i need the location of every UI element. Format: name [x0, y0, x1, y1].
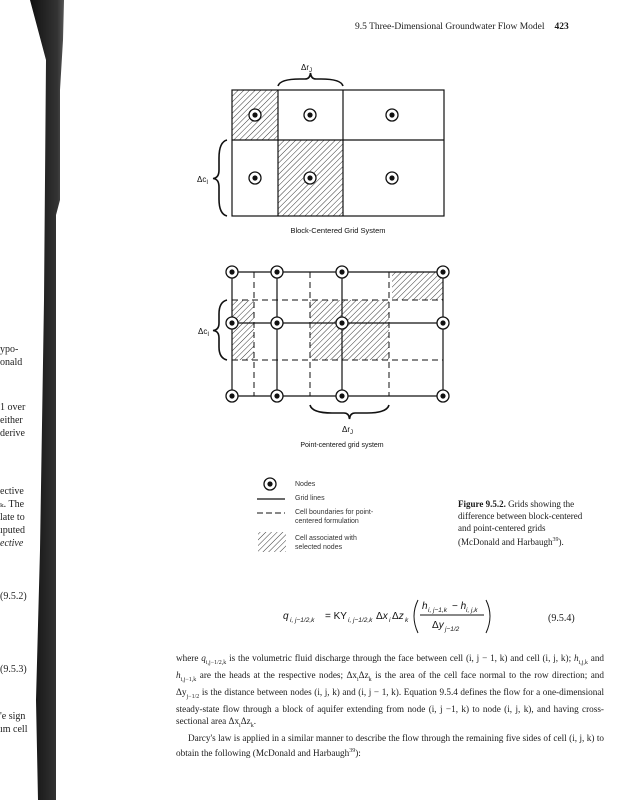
- node-icon: [264, 478, 276, 490]
- delta-r-label-bottom: $\Delta r_J$: [342, 425, 354, 436]
- svg-text:q: q: [283, 611, 289, 622]
- node-icon: [336, 266, 348, 278]
- node-icon: [226, 266, 238, 278]
- node-icon: [271, 390, 283, 402]
- node-icon: [386, 172, 398, 184]
- point-centered-grid: [213, 266, 449, 419]
- svg-text:i, j−1/2,k: i, j−1/2,k: [348, 617, 373, 624]
- margin-fragment: late to: [0, 512, 25, 523]
- svg-text:h: h: [422, 601, 428, 612]
- margin-fragment: ypo-: [0, 344, 19, 355]
- legend-cell-boundaries-label: Cell boundaries for point- centered formulation: [295, 509, 374, 525]
- margin-fragment: 1 over: [0, 402, 26, 413]
- svg-text:j−1/2: j−1/2: [445, 626, 460, 633]
- node-icon: [226, 317, 238, 329]
- equation-number: (9.5.4): [548, 613, 575, 624]
- paragraph-darcy: Darcy's law is applied in a similar manner to describe the flow through the remaining five sides of cell (i, j, k) to obtain the following (McDonald and Harbaugh$^{39}$):: [176, 733, 604, 758]
- margin-fragment: onald: [0, 357, 23, 368]
- section-title: 9.5 Three-Dimensional Groundwater Flow Model: [355, 22, 545, 32]
- svg-text:i: i: [389, 617, 391, 624]
- hatched-cell: [392, 272, 443, 300]
- node-icon: [437, 390, 449, 402]
- node-icon: [271, 317, 283, 329]
- legend-grid-lines-label: Grid lines: [295, 495, 325, 502]
- margin-fragment: (9.5.3): [0, 664, 27, 675]
- margin-fragment: ective: [0, 486, 24, 497]
- legend-nodes-label: Nodes: [295, 481, 316, 488]
- margin-fragment: ₖ. The: [0, 499, 25, 510]
- node-icon: [386, 109, 398, 121]
- brace-left-point: [213, 300, 227, 360]
- brace-top: [278, 73, 343, 86]
- node-icon: [249, 109, 261, 121]
- paragraph-where: where $q_{i,j-1/2,k}$ is the volumetric fluid discharge through the face between cell (i, j − 1, k) and cell (i, j, k); $h_{i,j,k}$ and $h_{i,j-1,k}$ are the heads at the respective nodes; $\Delta x_i\Delta z_k$ is the area of the cell face normal to the row direction; and $\Delta y_{j-1/2}$ is the distance between nodes (i, j, k) and (i, j − 1, k). Equation 9.5.4 defines the flow for a one-dimensional steady-state flow through a block of aquifer extending from node (i, j −1, k) to node (i, j, k), and having cross-sectional area $\Delta x_i\Delta z_k$.: [176, 653, 605, 730]
- hatched-cell: [310, 300, 389, 360]
- node-icon: [304, 109, 316, 121]
- node-icon: [304, 172, 316, 184]
- point-centered-caption: Point-centered grid system: [300, 442, 384, 449]
- delta-c-label-bottom: $\Delta c_I$: [198, 327, 210, 338]
- delta-c-label-top: $\Delta c_I$: [197, 175, 209, 186]
- page-number: 423: [554, 22, 569, 32]
- figure-caption: Figure 9.5.2. Grids showing the difference between block-centered and point-centered grids (McDonald and Harbaugh$^{39}$).: [458, 499, 583, 547]
- margin-fragment: derive: [0, 428, 25, 439]
- hatch-swatch: [258, 532, 286, 552]
- svg-text:i, j−1/2,k: i, j−1/2,k: [290, 617, 315, 624]
- margin-fragment: ective: [0, 538, 24, 549]
- svg-text:k: k: [405, 617, 409, 624]
- svg-text:− h: − h: [452, 601, 467, 612]
- legend: [257, 478, 286, 552]
- node-icon: [437, 317, 449, 329]
- svg-text:i, j−1,k: i, j−1,k: [428, 607, 447, 614]
- margin-fragment: (9.5.2): [0, 591, 27, 602]
- node-icon: [336, 317, 348, 329]
- block-centered-grid: [213, 73, 444, 216]
- margin-fragment: either: [0, 415, 23, 426]
- margin-fragment: ıputed: [0, 525, 25, 536]
- svg-text:Δz: Δz: [392, 611, 404, 622]
- delta-r-label-top: $\Delta r_J$: [301, 63, 313, 74]
- body-text: [176, 652, 604, 759]
- node-icon: [226, 390, 238, 402]
- brace-left: [213, 140, 227, 216]
- svg-text:Δx: Δx: [376, 611, 388, 622]
- node-icon: [249, 172, 261, 184]
- svg-text:i, j,k: i, j,k: [466, 607, 478, 614]
- brace-bottom: [310, 405, 389, 419]
- figure-label: Figure 9.5.2.: [458, 499, 506, 509]
- equation-9-5-4: [283, 600, 490, 633]
- node-icon: [336, 390, 348, 402]
- margin-fragment: ım cell: [0, 724, 28, 735]
- node-icon: [437, 266, 449, 278]
- svg-text:Δy: Δy: [432, 620, 444, 631]
- hatched-cell: [232, 300, 254, 360]
- legend-cell-associated-label: Cell associated with selected nodes: [295, 535, 357, 551]
- margin-fragment: 'e sign: [0, 711, 26, 722]
- node-icon: [271, 266, 283, 278]
- svg-text:= KY: = KY: [325, 611, 347, 622]
- block-centered-caption: Block-Centered Grid System: [290, 226, 386, 235]
